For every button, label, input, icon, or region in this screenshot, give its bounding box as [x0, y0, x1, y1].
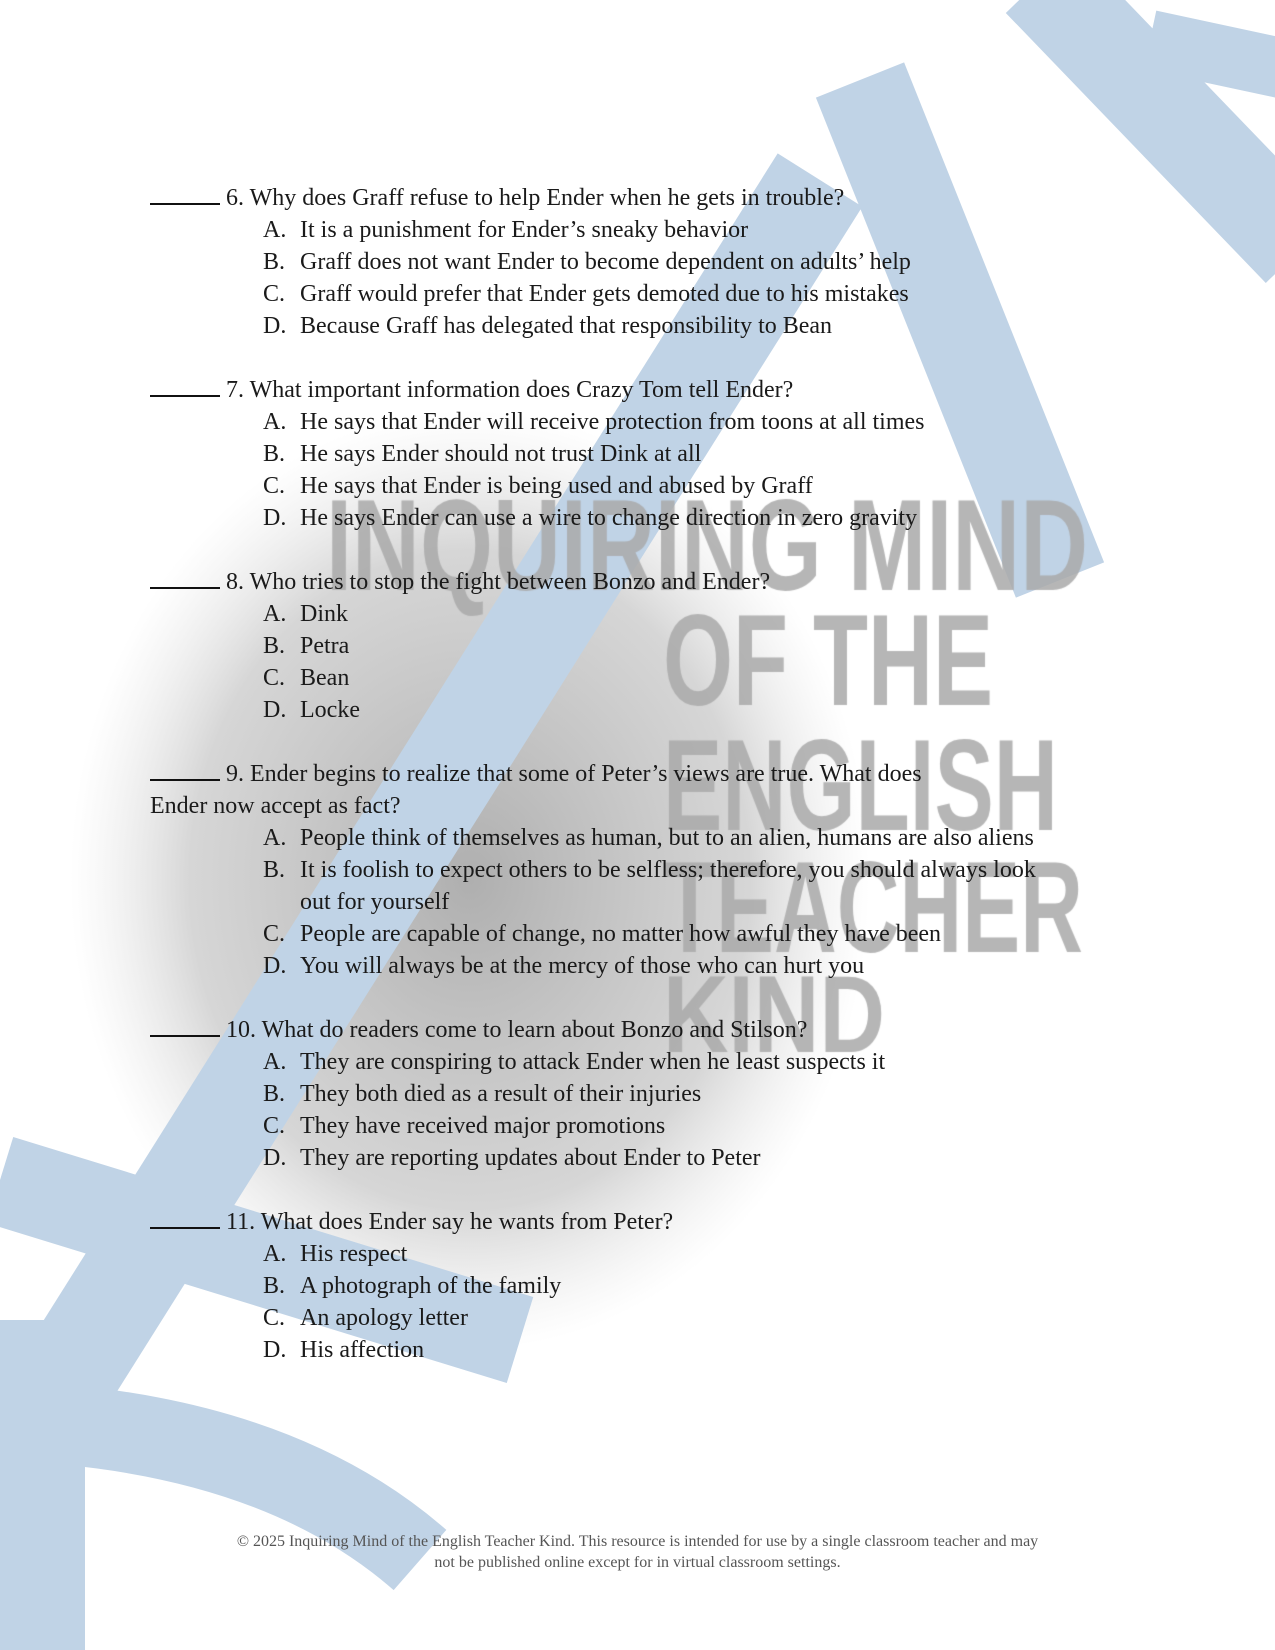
option: B. Graff does not want Ender to become dependent on adults’ help [263, 249, 911, 275]
question-list [150, 182, 1150, 1398]
question-11 [150, 1206, 1150, 1366]
question-number: 9. [226, 761, 244, 787]
option: D. He says Ender can use a wire to change direction in zero gravity [263, 505, 918, 531]
option: A. His respect [263, 1241, 408, 1267]
option: B. A photograph of the family [263, 1273, 562, 1299]
answer-blank[interactable] [150, 567, 220, 589]
question-text-continued: Ender now accept as fact? [150, 793, 401, 819]
option: D. Locke [263, 697, 360, 723]
question-number: 10. [226, 1017, 256, 1043]
option: D. You will always be at the mercy of those who can hurt you [263, 953, 865, 979]
option: A. He says that Ender will receive protection from toons at all times [263, 409, 925, 435]
question-6 [150, 182, 1150, 342]
question-text: What important information does Crazy Tom tell Ender? [249, 377, 794, 403]
option: D. Because Graff has delegated that responsibility to Bean [263, 313, 833, 339]
question-9 [150, 758, 1150, 982]
option: C. People are capable of change, no matter how awful they have been [263, 921, 942, 947]
option: D. They are reporting updates about Ender to Peter [263, 1145, 761, 1171]
option: A. They are conspiring to attack Ender when he least suspects it [263, 1049, 886, 1075]
question-text: What does Ender say he wants from Peter? [260, 1209, 674, 1235]
copyright-footer [0, 1531, 1275, 1573]
question-7 [150, 374, 1150, 534]
option: B. It is foolish to expect others to be selfless; therefore, you should always look out for yourself [263, 857, 1036, 915]
answer-blank[interactable] [150, 759, 220, 781]
question-text: Why does Graff refuse to help Ender when he gets in trouble? [249, 185, 845, 211]
answer-blank[interactable] [150, 1015, 220, 1037]
footer-line-2: not be published online except for in virtual classroom settings. [434, 1554, 841, 1571]
option: B. He says Ender should not trust Dink at all [263, 441, 702, 467]
answer-blank[interactable] [150, 375, 220, 397]
question-text: Ender begins to realize that some of Peter’s views are true. What does [250, 761, 922, 787]
option: B. They both died as a result of their injuries [263, 1081, 702, 1107]
option: A. Dink [263, 601, 348, 627]
question-8 [150, 566, 1150, 726]
option: C. He says that Ender is being used and abused by Graff [263, 473, 813, 499]
option: A. It is a punishment for Ender’s sneaky behavior [263, 217, 749, 243]
question-number: 7. [226, 377, 244, 403]
option: C. They have received major promotions [263, 1113, 666, 1139]
option: A. People think of themselves as human, but to an alien, humans are also aliens [263, 825, 1034, 851]
option: B. Petra [263, 633, 350, 659]
option: C. An apology letter [263, 1305, 468, 1331]
option: C. Bean [263, 665, 350, 691]
question-number: 6. [226, 185, 244, 211]
option: C. Graff would prefer that Ender gets demoted due to his mistakes [263, 281, 909, 307]
answer-blank[interactable] [150, 183, 220, 205]
answer-blank[interactable] [150, 1207, 220, 1229]
question-number: 11. [226, 1209, 256, 1235]
question-text: Who tries to stop the fight between Bonzo and Ender? [249, 569, 771, 595]
footer-line-1: © 2025 Inquiring Mind of the English Teacher Kind. This resource is intended for use by a single classroom teacher and may [236, 1533, 1039, 1550]
question-number: 8. [226, 569, 244, 595]
option: D. His affection [263, 1337, 425, 1363]
question-10 [150, 1014, 1150, 1174]
question-text: What do readers come to learn about Bonzo and Stilson? [261, 1017, 808, 1043]
